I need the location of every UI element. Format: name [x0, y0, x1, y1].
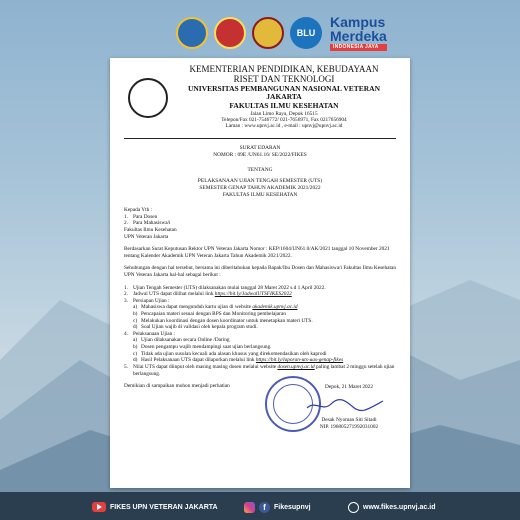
letter-type: SURAT EDARAN [239, 145, 281, 151]
instagram-icon [244, 502, 255, 513]
signer-name: Desak Nyoman Siti Sitadi [321, 416, 377, 423]
phone-fax: Telepon/Fax 021-7546772/ 021-7656971, Fax 0217656904 [221, 116, 347, 123]
youtube-channel[interactable] [92, 502, 218, 512]
website-email: Laman : www.upnvj.ac.id , e-mail : upnvj@upnvj.ac.id [225, 122, 343, 129]
addressee-1: Para Dosen [133, 213, 158, 220]
merdeka-text: Merdeka [330, 28, 387, 44]
paragraph-basis: Berdasarkan Surat Keputusan Rektor UPN Veteran Jakarta Nomor : KEP/1604/UN61.0/AK/2021 tanggal 10 November 2021 tentang Kalender Akademik UPN Veteran Jakarta Tahun Akademik 2021/2022. [124, 246, 390, 259]
instruction-2-text: Jadwal UTS dapat dilihat melalui link [133, 291, 215, 298]
instruction-5-text: Nilai UTS dapat diinput oleh masing masing dosen melalui website [133, 363, 278, 370]
instruction-3: Persiapan Ujian : [133, 297, 170, 304]
instruction-4d-text: Hasil Pelaksanaan UTS dapat dilaporkan melalui link [141, 357, 256, 364]
kampus-merdeka-tagline: INDONESIA JAYA [330, 44, 387, 51]
signer-nip: NIP. 196805271992031002 [319, 423, 379, 430]
subject-line-3: FAKULTAS ILMU KESEHATAN [222, 192, 298, 199]
schedule-link[interactable]: https://bit.ly/JadwalUTSFIKES2022 [214, 291, 292, 298]
instruction-4b: Dosen pengampu wajib mendampingi saat ujian berlangsung. [141, 344, 272, 351]
letterhead-text [172, 64, 396, 129]
instruction-5-deadline: paling lambat 2 minggu setelah ujian berlangsung. [133, 363, 395, 377]
blu-logo-text: BLU [296, 28, 316, 38]
social-label: Fikesupnvj [274, 504, 311, 511]
social-footer [0, 496, 520, 520]
addressee-university: UPN Veteran Jakarta [124, 233, 169, 240]
paragraph-intro: Sehubungan dengan hal tersebut, bersama ini diberitahukan kepada Bapak/Ibu Dosen dan Mahasiswa/i Fakultas Ilmu Kesehatan UPN Veteran Jakarta hal-hal sebagai berikut : [124, 265, 396, 278]
blu-logo [290, 17, 322, 49]
kampus-merdeka-logo [330, 15, 387, 51]
place-date: Depok, 21 Maret 2022 [325, 384, 373, 390]
addressee-2: Para Mahasiswa/i [133, 220, 171, 227]
instruction-1: Ujian Tengah Semester (UTS) dilaksanakan mulai tanggal 28 Maret 2022 s.d 1 April 2022. [133, 284, 326, 291]
report-link[interactable]: https://bit.ly/laporan-uts-uas-genap-fikes [255, 357, 344, 364]
closing-statement: Demikian di sampaikan mohon menjadi perhatian [124, 383, 230, 390]
signature-block [304, 384, 394, 431]
addressee-label: Kepada Yth : [124, 207, 153, 214]
ministry-name: KEMENTERIAN PENDIDIKAN, KEBUDAYAAN [189, 64, 379, 74]
circular-letter [110, 58, 410, 488]
instruction-3a-text: Mahasiswa dapat mengunduh kartu ujian di website [141, 304, 253, 311]
partner-logos [176, 16, 387, 50]
social-accounts[interactable] [244, 502, 311, 513]
instruction-4a: Ujian dilaksanakan secara Online /Daring [141, 337, 230, 344]
subject-line-1: PELAKSANAAN UJIAN TENGAH SEMESTER (UTS) [197, 178, 323, 185]
instructions-list: 1. Ujian Tengah Semester (UTS) dilaksanakan mulai tanggal 28 Maret 2022 s.d 1 April 2022. 2. Jadwal UTS dapat dilihat melalui link https://bit.ly/JadwalUTSFIKES2022 3. Persiapan Ujian : a) Mahasiswa dapat mengunduh kartu ujian di website akademik.upnvj.ac.id b) Pencapaian materi sesuai dengan RPS dan Monitoring pembelajaran c) Melakukan koordinasi dengan dosen koordinator untuk menetapkan materi UTS. d) Soal Ujian wajib di validasi oleh kepala program studi. 4. Pelaksanaan Ujian : a) Ujian dilaksanakan secara Online /Daring b) Dosen pengampu wajib mendampingi saat ujian berlangsung. c) Tidak ada ujian susulan kecuali ada alasan khusus yang direkomendasikan oleh kaprodi d) Hasil Pelaksanaan UTS dapat dilaporkan melalui link https://bit.ly/laporan-uts-uas-genap-fikes 5. Nilai UTS dapat diinput oleh masing masing dosen melalui website dosen.upnvj.ac.id paling lambat 2 minggu setelah ujian berlangsung. [124, 284, 395, 377]
subject-line-2: SEMESTER GENAP TAHUN AKADEMIK 2021/2022 [199, 185, 321, 192]
instruction-3b: Pencapaian materi sesuai dengan RPS dan Monitoring pembelajaran [141, 311, 286, 318]
fikes-logo [252, 17, 284, 49]
university-seal-icon [128, 78, 168, 118]
university-name: UNIVERSITAS PEMBANGUNAN NASIONAL VETERAN JAKARTA [187, 83, 381, 102]
website-link[interactable] [348, 502, 435, 513]
letter-number: NOMOR : 09E /UN61.16/ SE/2022/FIKES [213, 152, 307, 159]
tut-wuri-handayani-logo [176, 17, 208, 49]
youtube-label: FIKES UPN VETERAN JAKARTA [110, 503, 218, 511]
instruction-4: Pelaksanaan Ujian : [133, 330, 176, 337]
facebook-icon: f [259, 502, 270, 513]
instruction-3d: Soal Ujian wajib di validasi oleh kepala program studi. [141, 324, 258, 331]
faculty-name: FAKULTAS ILMU KESEHATAN [229, 100, 339, 110]
letterhead [124, 64, 396, 139]
website-label: www.fikes.upnvj.ac.id [363, 504, 436, 511]
academic-website-link[interactable]: akademik.upnvj.ac.id [252, 304, 298, 311]
globe-icon [348, 502, 359, 513]
upnvj-logo [214, 17, 246, 49]
instruction-4c: Tidak ada ujian susulan kecuali ada alasan khusus yang direkomendasikan oleh kaprodi [141, 350, 327, 357]
addressee: Kepada Yth : 1. Para Dosen 2. Para Mahasiswa/i Fakultas Ilmu Kesehatan UPN Veteran Jakarta [124, 207, 396, 240]
addressee-faculty: Fakultas Ilmu Kesehatan [124, 226, 177, 233]
kampus-text: Kampus [330, 14, 386, 30]
lecturer-website-link[interactable]: dosen.upnvj.ac.id [277, 363, 315, 370]
instruction-3c: Melakukan koordinasi dengan dosen koordinator untuk menetapkan materi UTS. [141, 317, 313, 324]
youtube-icon [92, 502, 106, 512]
ministry-name-2: RISET DAN TEKNOLOGI [233, 74, 335, 85]
subject-label: TENTANG [247, 167, 273, 174]
address: Jalan Limo Raya, Depok 16515 [250, 110, 318, 117]
